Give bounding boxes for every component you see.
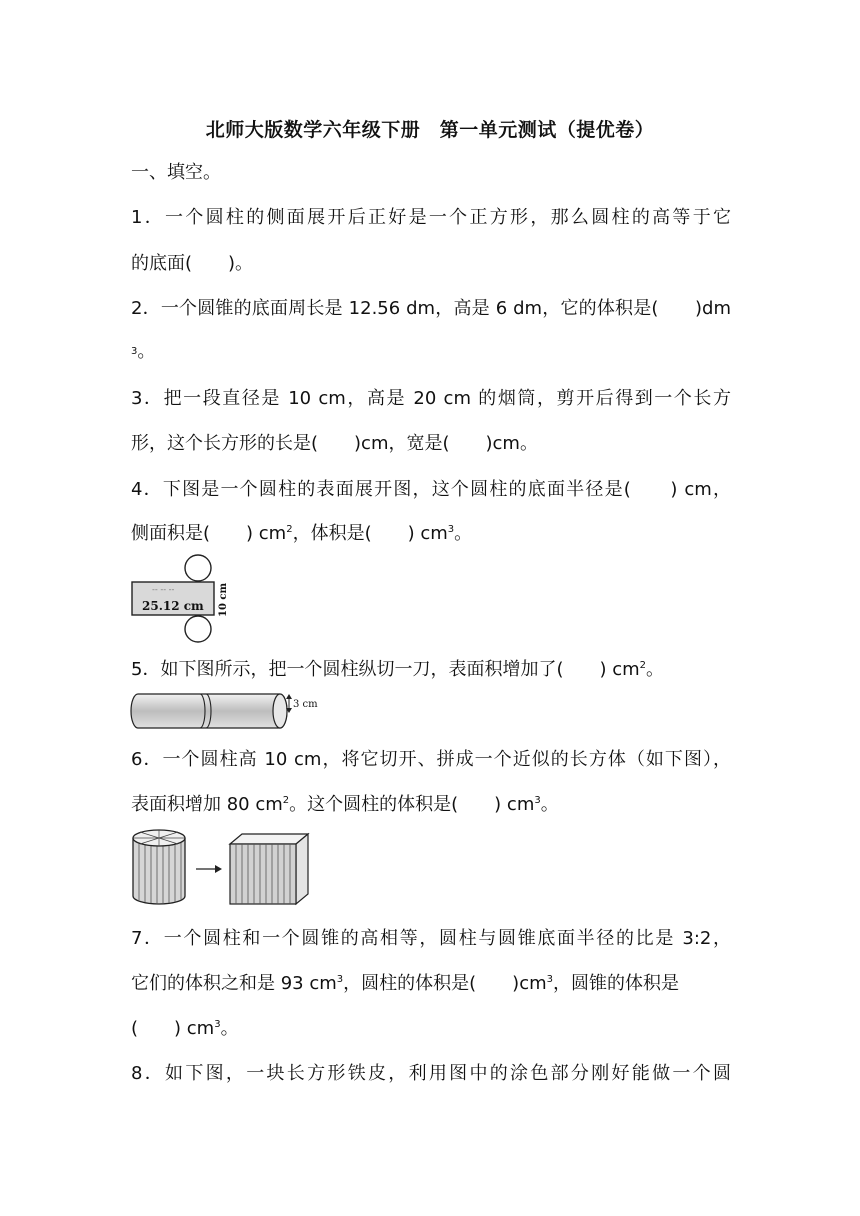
dimension-arrow-top	[286, 694, 292, 699]
q7-line3	[131, 1017, 731, 1041]
q1-line1: 1．一个圆柱的侧面展开后正好是一个正方形，那么圆柱的高等于它	[131, 207, 731, 228]
cylinder-net-figure	[130, 553, 240, 643]
q5-line1-part1: 5．如下图所示，把一个圆柱纵切一刀，表面积增加了( ) cm	[131, 659, 640, 680]
q5-line1	[131, 658, 731, 682]
q7-line2-part2: ，圆柱的体积是( )cm	[343, 973, 547, 994]
net-top-circle	[185, 555, 211, 581]
net-width-label: 25.12 cm	[142, 599, 204, 613]
cylinder-end-face	[273, 694, 287, 728]
q4-line2-part3: 。	[454, 523, 473, 544]
q4-line2-part1: 侧面积是( ) cm	[131, 523, 287, 544]
cylinder-to-cuboid-figure	[130, 826, 310, 908]
net-faded-text: -- -- --	[152, 585, 175, 594]
q4-line2	[131, 522, 731, 546]
q7-line2-part1: 它们的体积之和是 93 cm	[131, 973, 337, 994]
q3-line1: 3．把一段直径是 10 cm，高是 20 cm 的烟筒，剪开后得到一个长方	[131, 388, 731, 409]
q4-sup1: 2	[286, 524, 293, 535]
q2-line1: 2．一个圆锥的底面周长是 12.56 dm，高是 6 dm，它的体积是( )dm	[131, 298, 731, 319]
net-height-label: 10 cm	[218, 582, 229, 617]
dimension-label: 3 cm	[293, 699, 318, 710]
page-title: 北师大版数学六年级下册 第一单元测试（提优卷）	[205, 119, 655, 141]
q2-line2-tail: 。	[137, 341, 156, 362]
cuboid-top-face	[230, 834, 308, 844]
q5-sup: 2	[639, 660, 647, 671]
q6-sup2: 3	[534, 795, 541, 806]
q7-sup2: 3	[546, 974, 554, 985]
transform-arrow-head	[215, 865, 222, 873]
q7-line2	[131, 972, 731, 996]
q4-line1: 4．下图是一个圆柱的表面展开图，这个圆柱的底面半径是( ) cm，	[131, 479, 731, 500]
cylinder-top-sectors	[133, 830, 185, 846]
q7-line3-part2: 。	[220, 1018, 239, 1039]
q7-sup1: 3	[336, 974, 344, 985]
q7-sup3: 3	[214, 1019, 221, 1030]
cuboid-front-face	[230, 844, 296, 904]
cuboid-side-face	[296, 834, 308, 904]
q6-line2	[131, 793, 731, 817]
q6-line2-part2: 。这个圆柱的体积是( ) cm	[289, 794, 535, 815]
net-bottom-circle	[185, 616, 211, 642]
section-heading: 一、填空。	[131, 162, 221, 183]
q3-line2: 形，这个长方形的长是( )cm，宽是( )cm。	[131, 433, 538, 454]
q1-line2: 的底面( )。	[131, 253, 254, 274]
q5-line1-part2: 。	[646, 659, 665, 680]
q6-line2-part3: 。	[540, 794, 559, 815]
q7-line3-part1: ( ) cm	[131, 1018, 215, 1039]
q6-sup1: 2	[282, 795, 290, 806]
q4-sup2: 3	[447, 524, 455, 535]
q2-line2	[131, 340, 731, 364]
sliced-cylinder-body	[133, 838, 185, 904]
q6-line1: 6．一个圆柱高 10 cm，将它切开、拼成一个近似的长方体（如下图），	[131, 749, 731, 770]
q2-unit-exponent: 3	[131, 346, 138, 357]
q8-line1: 8．如下图，一块长方形铁皮，利用图中的涂色部分刚好能做一个圆	[131, 1063, 731, 1084]
q7-line1: 7．一个圆柱和一个圆锥的高相等，圆柱与圆锥底面半径的比是 3:2，	[131, 928, 731, 949]
q6-line2-part1: 表面积增加 80 cm	[131, 794, 283, 815]
cut-cylinder-figure	[130, 690, 330, 735]
q7-line2-part3: ，圆锥的体积是	[553, 973, 680, 994]
q4-line2-part2: ，体积是( ) cm	[292, 523, 448, 544]
